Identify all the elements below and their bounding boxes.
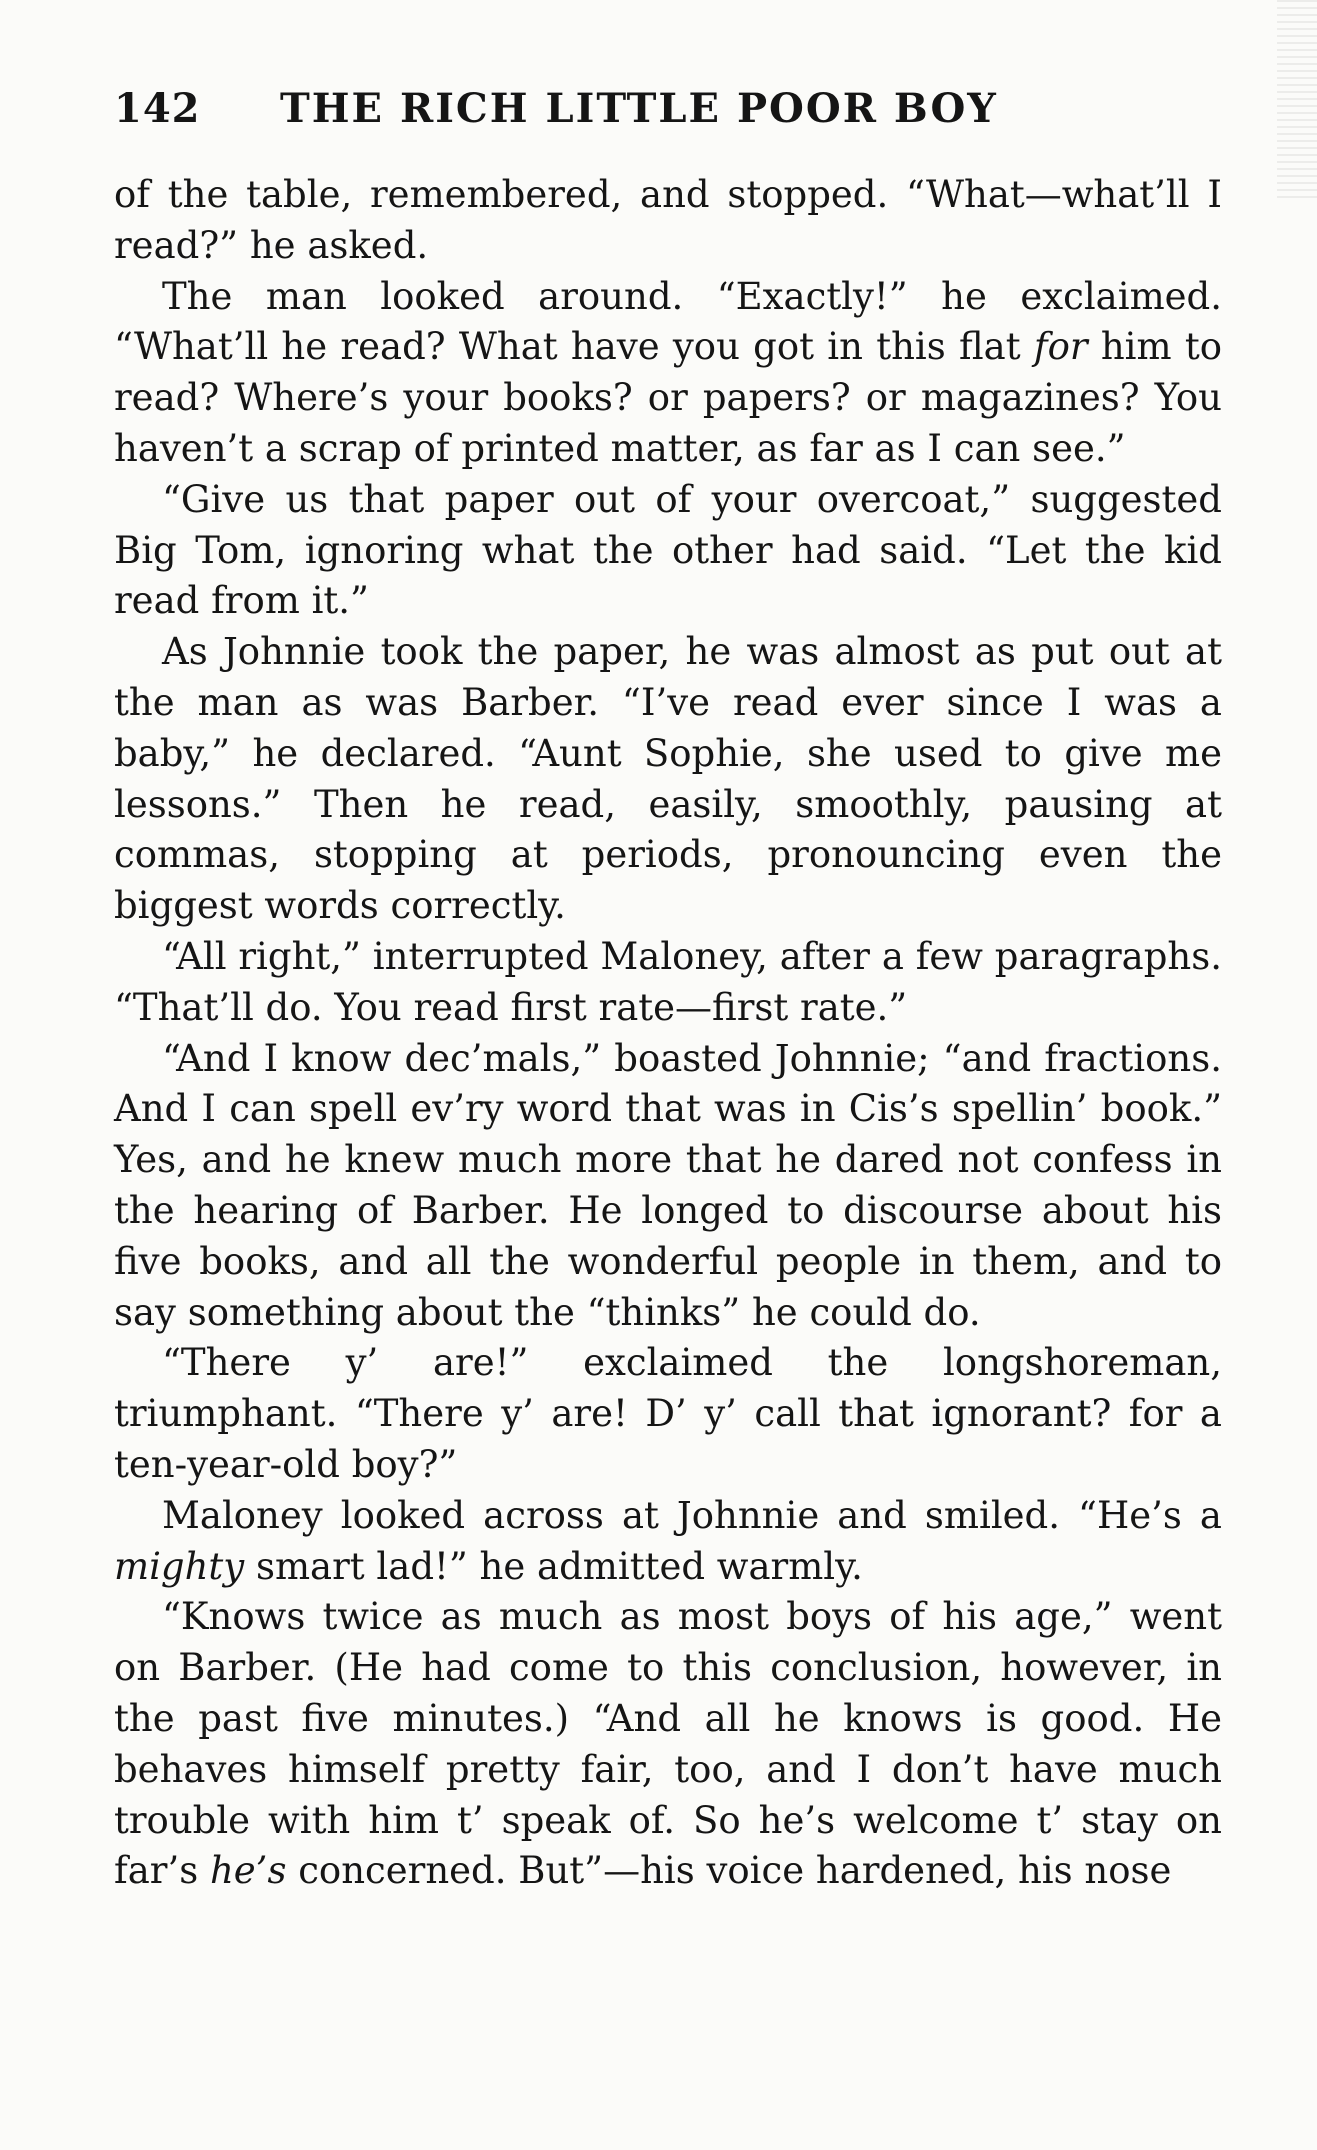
page-number: 142 <box>114 85 201 132</box>
paragraph <box>114 1034 1222 1339</box>
page-edge-speckle <box>1277 0 1317 200</box>
italic-text: he’s <box>209 1849 287 1893</box>
text-run: “And I know dec’mals,” boasted Johnnie; “and fractions. And I can spell ev’ry word that was in Cis’s spellin’ book.” Yes, and he knew much more that he dared not confess in the hearing of Barber. He longed to discourse about his five books, and all the wonderful people in them, and to say something about the “thinks” he could do. <box>114 1036 1222 1334</box>
text-run: As Johnnie took the paper, he was almost as put out at the man as was Barber. “I’ve read ever since I was a baby,” he declared. “Aunt Sophie, she used to give me lessons.” Then he read, easily, smoothly, pausing at commas, stopping at periods, pronouncing even the biggest words correctly. <box>114 630 1222 928</box>
text-run: “All right,” interrupted Maloney, after a few paragraphs. “That’ll do. You read first rate—first rate.” <box>114 934 1222 1029</box>
paragraph <box>114 170 1222 272</box>
running-header <box>114 84 998 134</box>
text-run: Maloney looked across at Johnnie and smiled. “He’s a <box>162 1493 1222 1537</box>
paragraph <box>114 1592 1222 1897</box>
paragraph <box>114 627 1222 932</box>
text-run: The man looked around. “Exactly!” he exclaimed. “What’ll he read? What have you got in this flat <box>114 274 1222 369</box>
paragraph <box>114 932 1222 1034</box>
paragraph <box>114 1338 1222 1490</box>
italic-text: mighty <box>114 1544 245 1588</box>
body-text <box>114 170 1222 1897</box>
text-run: “Knows twice as much as most boys of his age,” went on Barber. (He had come to this conclusion, however, in the past five minutes.) “And all he knows is good. He behaves himself pretty fair, too, and I don’t have much trouble with him t’ speak of. So he’s welcome t’ stay on far’s <box>114 1595 1222 1893</box>
text-run: “There y’ are!” exclaimed the longshoreman, triumphant. “There y’ are! D’ y’ call that ignorant? for a ten-year-old boy?” <box>114 1341 1222 1486</box>
text-run: “Give us that paper out of your overcoat,” suggested Big Tom, ignoring what the other had said. “Let the kid read from it.” <box>114 477 1222 623</box>
paragraph <box>114 475 1222 627</box>
paragraph <box>114 272 1222 475</box>
text-run: of the table, remembered, and stopped. “What—what’ll I read?” he asked. <box>114 173 1222 267</box>
text-run: concerned. But”—his voice hardened, his nose <box>286 1849 1172 1893</box>
paragraph <box>114 1491 1222 1593</box>
running-title: THE RICH LITTLE POOR BOY <box>280 85 998 132</box>
text-run: smart lad!” he admitted warmly. <box>244 1544 863 1588</box>
text-run: him to read? Where’s your books? or papers? or magazines? You haven’t a scrap of printed matter, as far as I can see.” <box>114 325 1223 470</box>
italic-text: for <box>1033 325 1088 369</box>
